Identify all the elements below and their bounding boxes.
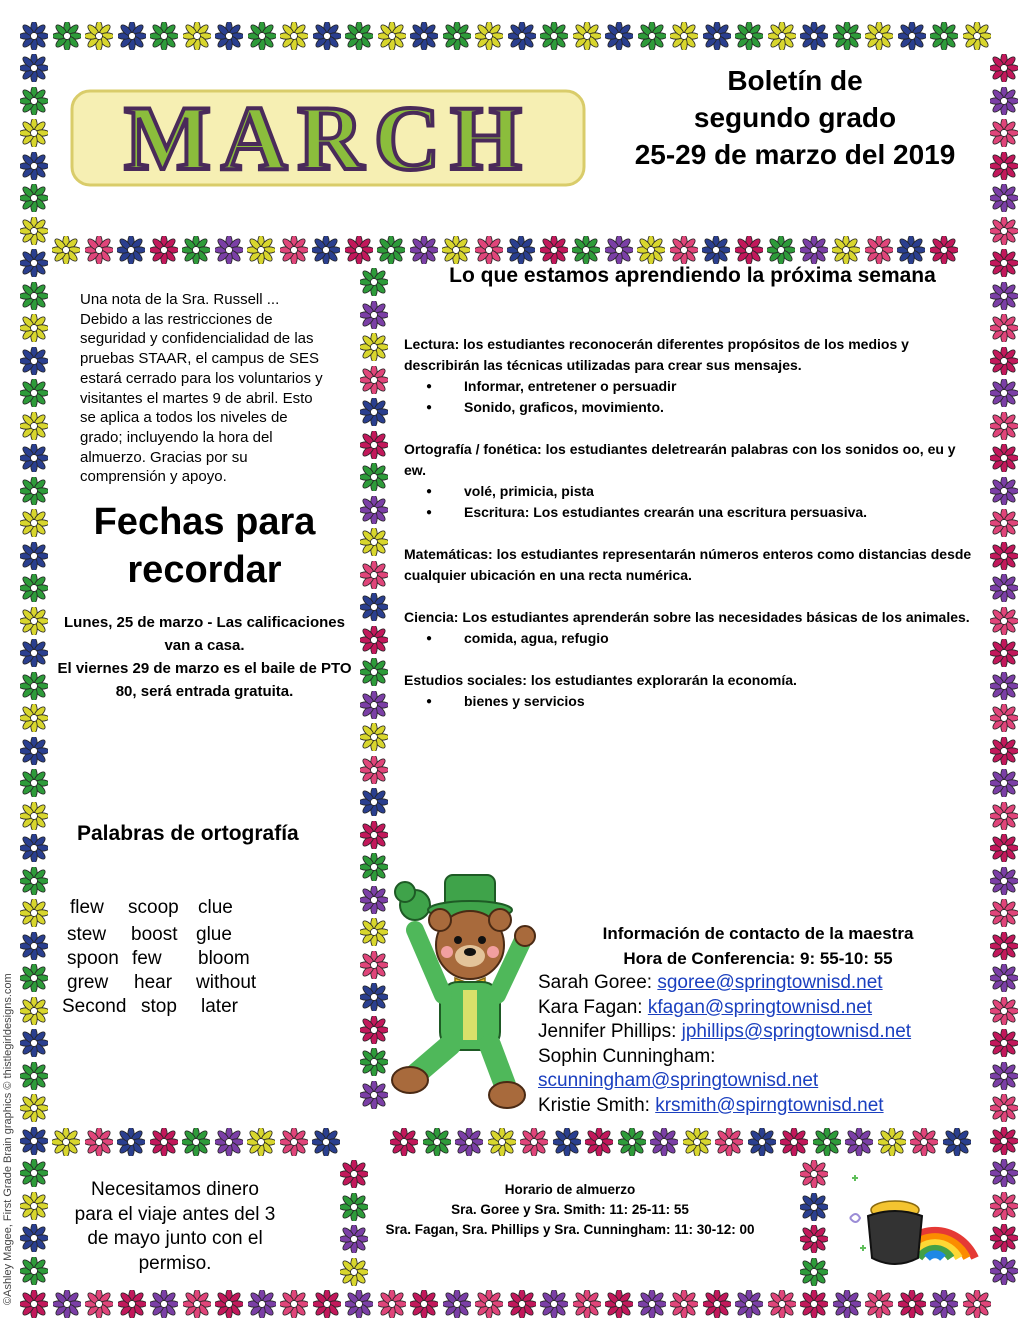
contact-line xyxy=(538,1069,978,1094)
flower-icon xyxy=(990,119,1018,147)
flower-icon xyxy=(443,1290,471,1318)
flower-icon xyxy=(20,639,48,667)
flower-icon xyxy=(378,1290,406,1318)
flower-icon xyxy=(20,249,48,277)
flower-icon xyxy=(20,444,48,472)
flower-icon xyxy=(360,821,388,849)
flower-icon xyxy=(20,542,48,570)
flower-icon xyxy=(360,723,388,751)
spelling-word: Second xyxy=(62,996,127,1017)
contact-line xyxy=(538,1045,978,1070)
flower-icon xyxy=(117,1128,145,1156)
flower-icon xyxy=(990,639,1018,667)
flower-icon xyxy=(703,1290,731,1318)
flower-icon xyxy=(390,1128,418,1156)
flower-icon xyxy=(20,184,48,212)
flower-icon xyxy=(313,1290,341,1318)
flower-icon xyxy=(360,983,388,1011)
spelling-word: grew xyxy=(67,972,109,993)
flower-icon xyxy=(20,54,48,82)
flower-icon xyxy=(360,1016,388,1044)
flower-icon xyxy=(618,1128,646,1156)
date-item: Lunes, 25 de marzo - Las calificaciones van a casa. xyxy=(64,614,345,654)
flower-icon xyxy=(423,1128,451,1156)
flower-icon xyxy=(800,1258,828,1286)
flower-icon xyxy=(475,22,503,50)
spelling-heading: Palabras de ortografía xyxy=(77,822,299,845)
flower-icon xyxy=(990,607,1018,635)
flower-icon xyxy=(930,236,958,264)
sociales-text: Estudios sociales: los estudiantes explorarán la economía. xyxy=(404,672,797,688)
flower-icon xyxy=(780,1128,808,1156)
flower-icon xyxy=(20,802,48,830)
flower-icon xyxy=(990,1062,1018,1090)
flower-icon xyxy=(247,236,275,264)
flower-icon xyxy=(20,1290,48,1318)
flower-icon xyxy=(768,1290,796,1318)
flower-icon xyxy=(345,236,373,264)
flower-icon xyxy=(20,704,48,732)
flower-icon xyxy=(20,412,48,440)
flower-icon xyxy=(990,87,1018,115)
lunch-schedule xyxy=(365,1180,775,1240)
flower-icon xyxy=(508,1290,536,1318)
flower-icon xyxy=(605,1290,633,1318)
contact-line xyxy=(538,996,978,1021)
flower-icon xyxy=(990,737,1018,765)
spelling-word: without xyxy=(196,972,257,993)
flower-icon xyxy=(800,1225,828,1253)
dates-list xyxy=(52,611,357,703)
flower-icon xyxy=(963,22,991,50)
flower-icon xyxy=(990,932,1018,960)
flower-icon xyxy=(118,1290,146,1318)
flower-icon xyxy=(20,347,48,375)
flower-icon xyxy=(280,22,308,50)
lunch-line: Sra. Fagan, Sra. Phillips y Sra. Cunningham: 11: 30-12: 00 xyxy=(385,1222,755,1237)
sociales-bullet: ● bienes y servicios xyxy=(404,691,974,712)
flower-icon xyxy=(20,22,48,50)
flower-icon xyxy=(990,1192,1018,1220)
flower-icon xyxy=(20,769,48,797)
flower-icon xyxy=(345,22,373,50)
flower-icon xyxy=(990,444,1018,472)
flower-icon xyxy=(20,672,48,700)
flower-icon xyxy=(312,236,340,264)
flower-icon xyxy=(360,886,388,914)
flower-icon xyxy=(735,236,763,264)
flower-icon xyxy=(248,1290,276,1318)
flower-icon xyxy=(340,1258,368,1286)
flower-icon xyxy=(572,236,600,264)
learning-section xyxy=(404,334,974,712)
flower-icon xyxy=(20,574,48,602)
march-logo xyxy=(68,85,588,190)
flower-icon xyxy=(345,1290,373,1318)
flower-icon xyxy=(990,834,1018,862)
flower-icon xyxy=(215,1128,243,1156)
flower-icon xyxy=(340,1193,368,1221)
dates-heading xyxy=(52,498,357,594)
flower-icon xyxy=(990,542,1018,570)
flower-icon xyxy=(990,347,1018,375)
flower-icon xyxy=(360,593,388,621)
flower-icon xyxy=(20,119,48,147)
flower-icon xyxy=(360,561,388,589)
flower-icon xyxy=(360,1048,388,1076)
rainbow-pot-illustration xyxy=(840,1148,980,1288)
teacher-email-link[interactable]: jphillips@springtownisd.net xyxy=(681,1021,912,1042)
flower-icon xyxy=(573,1290,601,1318)
flower-icon xyxy=(865,236,893,264)
flower-icon xyxy=(670,1290,698,1318)
flower-icon xyxy=(150,236,178,264)
flower-icon xyxy=(865,22,893,50)
spelling-word: spoon xyxy=(67,948,119,969)
flower-icon xyxy=(930,1290,958,1318)
flower-icon xyxy=(605,22,633,50)
flower-icon xyxy=(897,236,925,264)
flower-icon xyxy=(585,1128,613,1156)
flower-icon xyxy=(990,477,1018,505)
copyright-credit: ©Ashley Magee, First Grade Brain graphics © thistlegirldesigns.com xyxy=(2,973,14,1305)
flower-icon xyxy=(833,1290,861,1318)
contact-line xyxy=(538,971,978,996)
flower-icon xyxy=(540,1290,568,1318)
flower-icon xyxy=(990,1029,1018,1057)
teacher-name: Sarah Goree: xyxy=(538,972,658,993)
flower-icon xyxy=(508,22,536,50)
flower-icon xyxy=(443,22,471,50)
flower-icon xyxy=(20,997,48,1025)
flower-icon xyxy=(360,756,388,784)
flower-icon xyxy=(735,22,763,50)
flower-icon xyxy=(20,607,48,635)
flower-icon xyxy=(215,236,243,264)
contact-line xyxy=(538,1094,978,1119)
title-line-1: Boletín de xyxy=(727,65,863,96)
flower-icon xyxy=(683,1128,711,1156)
flower-icon xyxy=(670,236,698,264)
flower-icon xyxy=(360,366,388,394)
flower-icon xyxy=(930,22,958,50)
flower-icon xyxy=(215,1290,243,1318)
flower-icon xyxy=(990,412,1018,440)
flower-icon xyxy=(20,379,48,407)
flower-icon xyxy=(410,22,438,50)
flower-icon xyxy=(85,1128,113,1156)
flower-icon xyxy=(488,1128,516,1156)
flower-icon xyxy=(20,282,48,310)
flower-icon xyxy=(990,704,1018,732)
leprechaun-bear-illustration xyxy=(385,870,540,1120)
flower-icon xyxy=(360,301,388,329)
flower-icon xyxy=(360,496,388,524)
flower-icon xyxy=(605,236,633,264)
flower-icon xyxy=(20,1224,48,1252)
flower-icon xyxy=(990,802,1018,830)
flower-icon xyxy=(800,1160,828,1188)
flower-icon xyxy=(377,236,405,264)
flower-icon xyxy=(182,236,210,264)
lunch-heading: Horario de almuerzo xyxy=(504,1182,636,1197)
flower-icon xyxy=(360,463,388,491)
flower-icon xyxy=(215,22,243,50)
spelling-word: boost xyxy=(131,924,178,945)
flower-icon xyxy=(800,1290,828,1318)
contact-heading: Información de contacto de la maestra xyxy=(602,924,914,943)
flower-icon xyxy=(280,1128,308,1156)
flower-icon xyxy=(990,314,1018,342)
flower-icon xyxy=(703,22,731,50)
flower-icon xyxy=(475,236,503,264)
flower-icon xyxy=(990,217,1018,245)
flower-icon xyxy=(715,1128,743,1156)
flower-icon xyxy=(963,1290,991,1318)
flower-icon xyxy=(360,951,388,979)
flower-icon xyxy=(410,236,438,264)
russell-note: Una nota de la Sra. Russell ... Debido a las restricciones de seguridad y confidencialidad de las pruebas STAAR, el campus de SES estará cerrado para los voluntarios y visitantes el martes 9 de abril. Esto se aplica a todos los niveles de grado; incluyendo la hora del almuerzo. Gracias por su comprensión y apoyo. xyxy=(80,291,323,486)
flower-icon xyxy=(360,1081,388,1109)
flower-icon xyxy=(20,477,48,505)
flower-icon xyxy=(20,152,48,180)
flower-icon xyxy=(183,22,211,50)
newsletter-title xyxy=(600,62,990,173)
flower-icon xyxy=(340,1225,368,1253)
flower-icon xyxy=(360,528,388,556)
teacher-name: Sophin Cunningham: xyxy=(538,1045,716,1067)
flower-icon xyxy=(767,236,795,264)
flower-icon xyxy=(540,22,568,50)
teacher-name: Kara Fagan: xyxy=(538,996,648,1018)
teacher-email-link[interactable]: krsmith@spirngtownisd.net xyxy=(655,1094,884,1116)
flower-icon xyxy=(638,1290,666,1318)
flower-icon xyxy=(247,1128,275,1156)
title-line-2: segundo grado xyxy=(693,102,897,133)
flower-icon xyxy=(312,1128,340,1156)
flower-icon xyxy=(85,236,113,264)
ciencia-text: Ciencia: Los estudiantes aprenderán sobre las necesidades básicas de los animales. xyxy=(404,609,970,625)
flower-icon xyxy=(360,918,388,946)
flower-icon xyxy=(865,1290,893,1318)
flower-icon xyxy=(735,1290,763,1318)
teacher-name: Kristie Smith: xyxy=(538,1094,656,1116)
flower-icon xyxy=(85,1290,113,1318)
ortografia-bullet: ● Escritura: Los estudiantes crearán una escritura persuasiva. xyxy=(404,502,974,523)
flower-icon xyxy=(573,22,601,50)
flower-icon xyxy=(748,1128,776,1156)
flower-icon xyxy=(990,509,1018,537)
flower-icon xyxy=(20,1062,48,1090)
flower-icon xyxy=(360,333,388,361)
flower-icon xyxy=(990,1127,1018,1155)
flower-icon xyxy=(990,1159,1018,1187)
spelling-word: glue xyxy=(196,924,232,945)
flower-icon xyxy=(832,236,860,264)
flower-icon xyxy=(280,1290,308,1318)
matematicas-text: Matemáticas: los estudiantes representarán números enteros como distancias desde cualquier ubicación en una recta numérica. xyxy=(404,546,972,583)
dates-heading-line-1: Fechas para xyxy=(93,501,316,543)
date-range: 25-29 de marzo del 2019 xyxy=(634,139,956,170)
march-logo-text: MARCH xyxy=(124,87,532,189)
teacher-name: Jennifer Phillips: xyxy=(538,1021,682,1042)
flower-icon xyxy=(813,1128,841,1156)
flower-icon xyxy=(360,431,388,459)
flower-icon xyxy=(833,22,861,50)
flower-icon xyxy=(360,691,388,719)
lunch-line: Sra. Goree y Sra. Smith: 11: 25-11: 55 xyxy=(451,1202,689,1217)
spelling-word: stew xyxy=(67,924,107,945)
flower-icon xyxy=(53,22,81,50)
spelling-word: flew xyxy=(70,897,104,918)
flower-icon xyxy=(150,22,178,50)
lectura-bullet: ● Sonido, graficos, movimiento. xyxy=(404,397,974,418)
flower-icon xyxy=(990,184,1018,212)
flower-icon xyxy=(182,1128,210,1156)
lectura-text: Lectura: los estudiantes reconocerán diferentes propósitos de los medios y describirán las técnicas utilizadas para crear sus mensajes. xyxy=(404,336,909,373)
lectura-bullet: ● Informar, entretener o persuadir xyxy=(404,376,974,397)
spelling-word: stop xyxy=(141,996,177,1017)
field-trip-money-note: Necesitamos dinero para el viaje antes del 3 de mayo junto con el permiso. xyxy=(74,1179,276,1274)
flower-icon xyxy=(990,249,1018,277)
flower-icon xyxy=(20,1257,48,1285)
ortografia-text: Ortografía / fonética: los estudiantes deletrearán palabras con los sonidos oo, eu y ew. xyxy=(404,441,956,478)
spelling-word: scoop xyxy=(128,897,179,918)
flower-icon xyxy=(670,22,698,50)
flower-icon xyxy=(150,1290,178,1318)
flower-icon xyxy=(20,834,48,862)
flower-icon xyxy=(20,314,48,342)
flower-icon xyxy=(898,22,926,50)
flower-icon xyxy=(20,964,48,992)
flower-icon xyxy=(507,236,535,264)
flower-icon xyxy=(360,268,388,296)
flower-icon xyxy=(990,574,1018,602)
flower-icon xyxy=(20,867,48,895)
learning-heading: Lo que estamos aprendiendo la próxima semana xyxy=(449,264,936,287)
flower-icon xyxy=(553,1128,581,1156)
flower-icon xyxy=(52,1128,80,1156)
flower-icon xyxy=(20,1094,48,1122)
flower-icon xyxy=(85,22,113,50)
flower-icon xyxy=(20,217,48,245)
flower-icon xyxy=(280,236,308,264)
flower-icon xyxy=(442,236,470,264)
flower-icon xyxy=(53,1290,81,1318)
flower-icon xyxy=(800,22,828,50)
flower-icon xyxy=(990,282,1018,310)
flower-icon xyxy=(118,22,146,50)
flower-icon xyxy=(990,379,1018,407)
conference-hours: Hora de Conferencia: 9: 55-10: 55 xyxy=(623,948,893,968)
flower-icon xyxy=(360,626,388,654)
flower-icon xyxy=(313,22,341,50)
flower-icon xyxy=(990,899,1018,927)
dates-heading-line-2: recordar xyxy=(127,549,282,591)
spelling-word: bloom xyxy=(198,948,250,969)
flower-icon xyxy=(650,1128,678,1156)
flower-icon xyxy=(990,867,1018,895)
flower-icon xyxy=(540,236,568,264)
flower-icon xyxy=(990,1257,1018,1285)
ortografia-bullet: ● volé, primicia, pista xyxy=(404,481,974,502)
flower-icon xyxy=(150,1128,178,1156)
flower-icon xyxy=(360,658,388,686)
flower-icon xyxy=(990,997,1018,1025)
flower-icon xyxy=(520,1128,548,1156)
contact-info xyxy=(538,922,978,1118)
flower-icon xyxy=(20,899,48,927)
flower-icon xyxy=(990,1094,1018,1122)
date-item: El viernes 29 de marzo es el baile de PTO 80, será entrada gratuita. xyxy=(57,660,352,700)
teacher-email-link[interactable]: sgoree@springtownisd.net xyxy=(657,972,883,993)
flower-icon xyxy=(638,22,666,50)
flower-icon xyxy=(183,1290,211,1318)
flower-icon xyxy=(248,22,276,50)
flower-icon xyxy=(20,1029,48,1057)
flower-icon xyxy=(455,1128,483,1156)
flower-icon xyxy=(990,769,1018,797)
flower-icon xyxy=(360,853,388,881)
teacher-email-link[interactable]: kfagan@springtownisd.net xyxy=(647,996,873,1018)
ciencia-bullet: ● comida, agua, refugio xyxy=(404,628,974,649)
flower-icon xyxy=(20,87,48,115)
flower-icon xyxy=(378,22,406,50)
flower-icon xyxy=(990,964,1018,992)
contact-line xyxy=(538,1020,978,1045)
flower-icon xyxy=(20,1127,48,1155)
flower-icon xyxy=(20,509,48,537)
flower-icon xyxy=(410,1290,438,1318)
flower-icon xyxy=(990,672,1018,700)
flower-icon xyxy=(800,1193,828,1221)
spelling-word: few xyxy=(132,948,162,969)
flower-icon xyxy=(52,236,80,264)
teacher-email-link[interactable]: scunningham@springtownisd.net xyxy=(538,1070,819,1091)
flower-icon xyxy=(360,788,388,816)
spelling-word: later xyxy=(201,996,238,1017)
flower-icon xyxy=(800,236,828,264)
flower-icon xyxy=(20,1192,48,1220)
flower-icon xyxy=(20,1159,48,1187)
spelling-word: clue xyxy=(198,897,233,918)
flower-icon xyxy=(702,236,730,264)
flower-icon xyxy=(360,398,388,426)
flower-icon xyxy=(117,236,145,264)
flower-icon xyxy=(990,54,1018,82)
flower-icon xyxy=(475,1290,503,1318)
flower-icon xyxy=(20,932,48,960)
flower-icon xyxy=(990,1224,1018,1252)
flower-icon xyxy=(637,236,665,264)
flower-icon xyxy=(768,22,796,50)
spelling-word: hear xyxy=(134,972,173,993)
flower-icon xyxy=(20,737,48,765)
flower-icon xyxy=(340,1160,368,1188)
flower-icon xyxy=(898,1290,926,1318)
flower-icon xyxy=(990,152,1018,180)
